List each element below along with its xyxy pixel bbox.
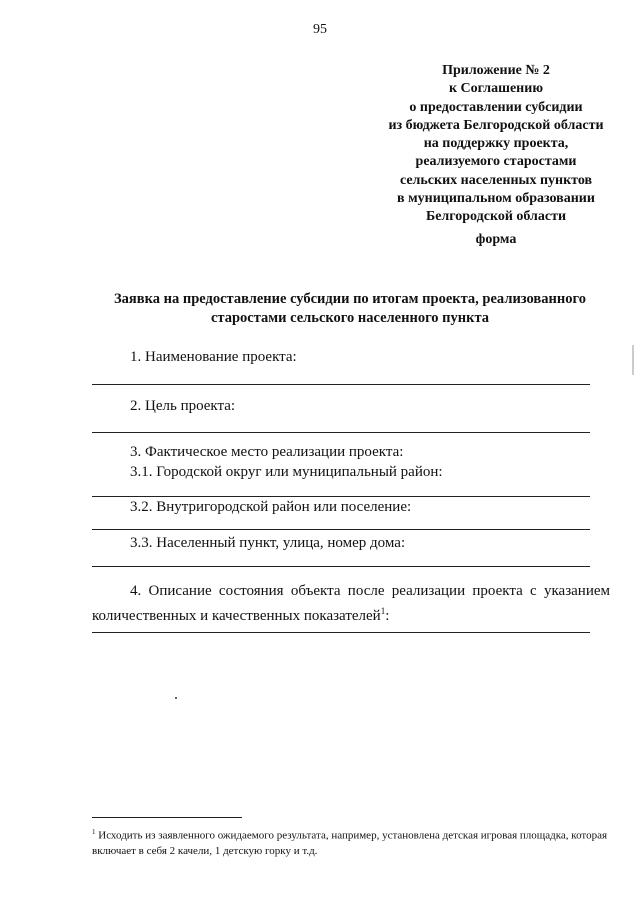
item-place: 3. Фактическое место реализации проекта: bbox=[130, 444, 404, 460]
scan-dot bbox=[175, 697, 177, 699]
footnote-reference: 1 bbox=[380, 606, 386, 616]
item-place-address: 3.3. Населенный пункт, улица, номер дома: bbox=[130, 535, 406, 551]
fill-line-project-goal[interactable] bbox=[92, 432, 590, 433]
appendix-line: в муниципальном образовании bbox=[397, 191, 595, 207]
appendix-line: на поддержку проекта, bbox=[423, 136, 569, 152]
item-place-district: 3.1. Городской округ или муниципальный район: bbox=[130, 464, 443, 480]
footnote-separator bbox=[92, 817, 242, 818]
form-label: форма bbox=[475, 232, 517, 247]
appendix-line: Приложение № 2 bbox=[442, 63, 550, 78]
description-suffix: : bbox=[385, 608, 390, 624]
fill-line-place-district[interactable] bbox=[92, 496, 590, 497]
fill-line-description[interactable] bbox=[92, 632, 590, 633]
item-description bbox=[92, 581, 610, 626]
appendix-line: из бюджета Белгородской области bbox=[388, 117, 604, 133]
footnote-text: Исходить из заявленного ожидаемого результата, например, установлена детская игровая площадка, которая включает в себя 2 качели, 1 детскую горку и т.д. bbox=[92, 829, 608, 857]
appendix-line: к Соглашению bbox=[448, 81, 544, 97]
item-project-name: 1. Наименование проекта: bbox=[130, 349, 297, 365]
fill-line-place-settlement[interactable] bbox=[92, 529, 590, 530]
appendix-line: сельских населенных пунктов bbox=[399, 172, 593, 188]
appendix-header bbox=[360, 62, 632, 227]
item-project-goal: 2. Цель проекта: bbox=[130, 398, 236, 414]
appendix-line: Белгородской области bbox=[425, 209, 567, 225]
item-place-settlement: 3.2. Внутригородской район или поселение: bbox=[130, 499, 412, 515]
appendix-line: о предоставлении субсидии bbox=[409, 99, 583, 115]
title-line: Заявка на предоставление субсидии по итогам проекта, реализованного bbox=[114, 291, 586, 307]
title-line: старостами сельского населенного пункта bbox=[210, 310, 490, 326]
scan-edge-mark bbox=[632, 345, 634, 375]
document-title bbox=[90, 290, 610, 328]
page-number: 95 bbox=[313, 22, 327, 37]
footnote bbox=[92, 825, 612, 859]
description-text: 4. Описание состояния объекта после реализации проекта с указанием количественных и качественных показателей bbox=[92, 583, 610, 624]
appendix-line: реализуемого старостами bbox=[415, 154, 577, 170]
fill-line-place-address[interactable] bbox=[92, 566, 590, 567]
footnote-mark: 1 bbox=[92, 828, 96, 836]
fill-line-project-name[interactable] bbox=[92, 384, 590, 385]
